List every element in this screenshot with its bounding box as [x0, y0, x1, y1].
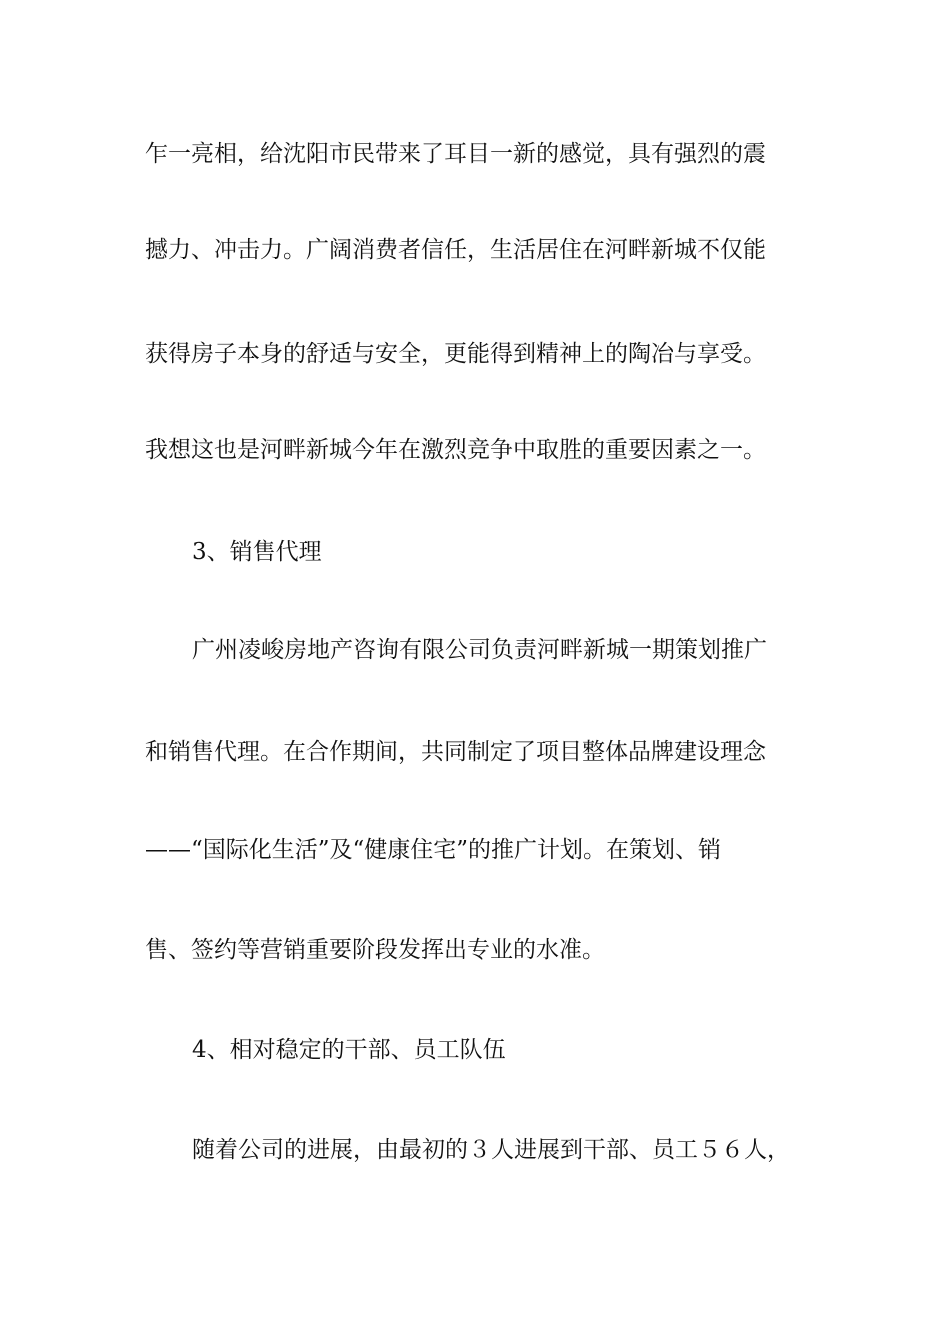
paragraph-line: 获得房子本身的舒适与安全，更能得到精神上的陶冶与享受。 — [145, 341, 766, 367]
section-heading: 3、销售代理 — [192, 539, 322, 565]
paragraph-line: 广州凌峻房地产咨询有限公司负责河畔新城一期策划推广 — [192, 637, 767, 663]
paragraph-line: ——“国际化生活”及“健康住宅”的推广计划。在策划、销 — [145, 837, 722, 863]
paragraph-line: 随着公司的进展，由最初的３人进展到干部、员工５６人， — [192, 1137, 790, 1163]
paragraph-line: 售、签约等营销重要阶段发挥出专业的水准。 — [145, 937, 605, 963]
section-heading: 4、相对稳定的干部、员工队伍 — [192, 1037, 506, 1063]
paragraph-line: 和销售代理。在合作期间，共同制定了项目整体品牌建设理念 — [145, 739, 766, 765]
paragraph-line: 乍一亮相，给沈阳市民带来了耳目一新的感觉，具有强烈的震 — [145, 141, 766, 167]
paragraph-line: 撼力、冲击力。广阔消费者信任，生活居住在河畔新城不仅能 — [145, 237, 766, 263]
paragraph-line: 我想这也是河畔新城今年在激烈竞争中取胜的重要因素之一。 — [145, 437, 766, 463]
